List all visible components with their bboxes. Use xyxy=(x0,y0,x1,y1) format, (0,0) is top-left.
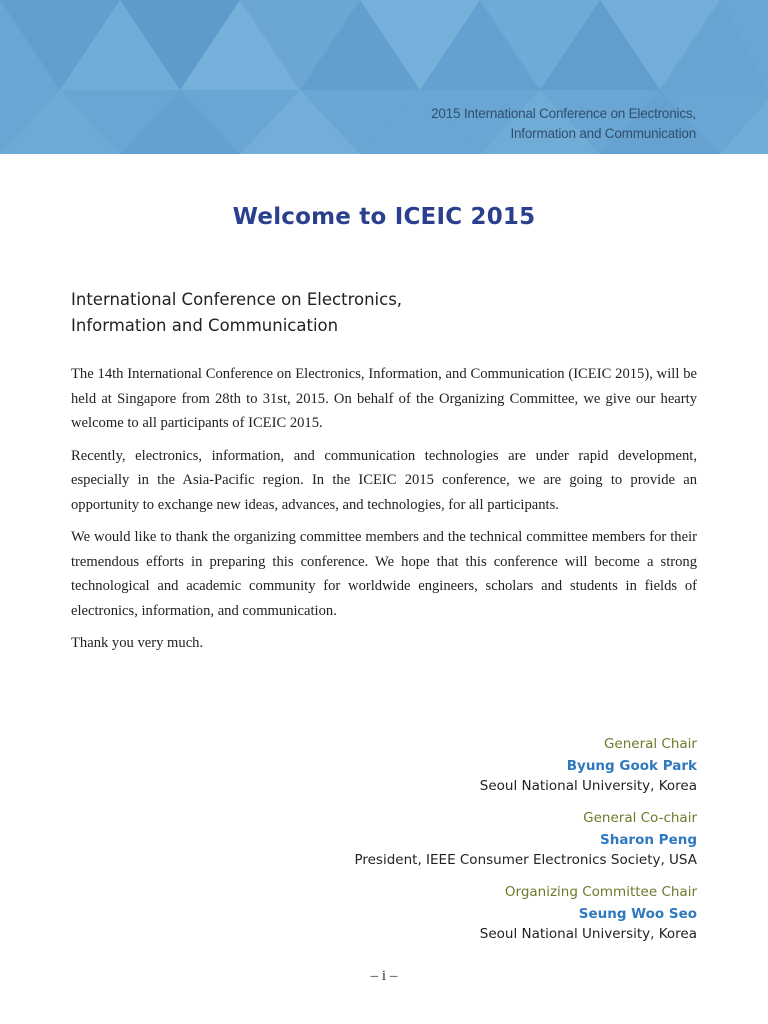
subtitle-line-2: Information and Communication xyxy=(71,316,339,335)
signature-role: General Co-chair xyxy=(583,810,697,826)
signature-general-co-chair xyxy=(354,807,697,869)
signature-general-chair xyxy=(354,733,697,795)
paragraph: The 14th International Conference on Electronics, Information, and Communication (ICEIC 2015), will be held at Singapore from 28th to 31st, 2015. On behalf of the Organizing Committee, we give our hearty welcome to all participants of ICEIC 2015. xyxy=(71,366,697,431)
signature-name: Sharon Peng xyxy=(599,832,697,848)
signature-affiliation: Seoul National University, Korea xyxy=(479,926,697,942)
paragraph: We would like to thank the organizing committee members and the technical committee members for their tremendous efforts in preparing this conference. We hope that this conference will become a strong technological and academic community for worldwide engineers, scholars and students in fields of electronics, information, and communication. xyxy=(71,529,697,619)
signature-block xyxy=(354,733,697,955)
signature-role: General Chair xyxy=(603,736,697,752)
signature-role: Organizing Committee Chair xyxy=(504,884,697,900)
conference-header-text xyxy=(431,104,696,144)
subtitle-line-1: International Conference on Electronics, xyxy=(71,290,403,309)
signature-affiliation: Seoul National University, Korea xyxy=(479,778,697,794)
signature-name: Byung Gook Park xyxy=(566,758,697,774)
page-number: – i – xyxy=(370,968,398,984)
signature-organizing-chair xyxy=(354,881,697,943)
header-line-2: Information and Communication xyxy=(510,126,696,141)
conference-subtitle xyxy=(71,287,402,339)
paragraph: Thank you very much. xyxy=(71,635,204,651)
welcome-body xyxy=(71,362,697,664)
signature-affiliation: President, IEEE Consumer Electronics Society, USA xyxy=(354,852,697,868)
page-title: Welcome to ICEIC 2015 xyxy=(232,204,536,230)
header-banner xyxy=(0,0,768,154)
signature-name: Seung Woo Seo xyxy=(578,906,697,922)
paragraph: Recently, electronics, information, and communication technologies are under rapid development, especially in the Asia-Pacific region. In the ICEIC 2015 conference, we are going to provide an opportunity to exchange new ideas, advances, and technologies, for all participants. xyxy=(71,447,697,513)
header-line-1: 2015 International Conference on Electronics, xyxy=(431,106,696,121)
